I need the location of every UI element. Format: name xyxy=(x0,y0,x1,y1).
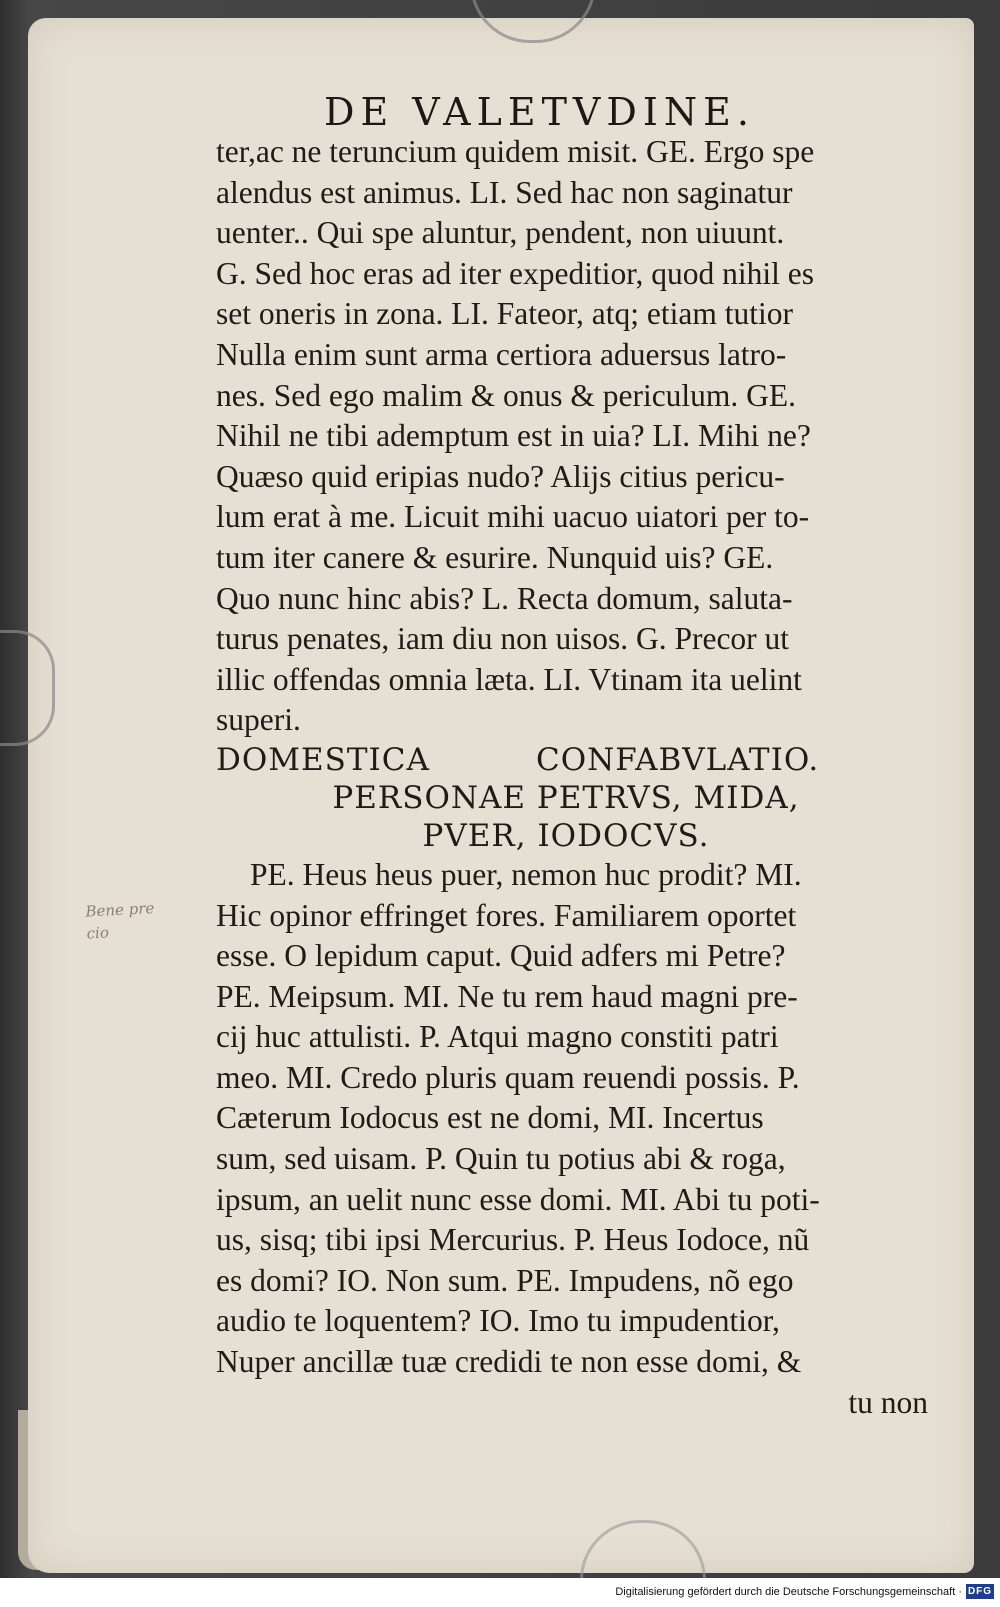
heading-right: CONFABVLATIO. xyxy=(536,741,820,778)
heading-personae-cont: PVER, IODOCVS. xyxy=(422,817,710,854)
dfg-logo-icon: DFG xyxy=(967,1586,993,1597)
dialogue-line: cij huc attulisti. P. Atqui magno constiti patri xyxy=(216,1019,779,1055)
dialogue-line: ipsum, an uelit nunc esse domi. MI. Abi tu poti- xyxy=(216,1181,820,1217)
funding-credit: Digitalisierung gefördert durch die Deutsche Forschungsgemeinschaft · xyxy=(615,1586,962,1598)
text-line: nes. Sed ego malim & onus & periculum. GE. xyxy=(216,377,797,413)
text-line: ter,ac ne teruncium quidem misit. GE. Ergo spe xyxy=(216,134,815,169)
text-line: G. Sed hoc eras ad iter expeditior, quod nihil es xyxy=(216,255,814,291)
dialogue-line: Nuper ancillæ tuæ credidi te non esse domi, & xyxy=(216,1344,802,1380)
heading-personae: PERSONAE PETRVS, MIDA, xyxy=(332,779,800,816)
text-line: Nihil ne tibi ademptum est in uia? LI. Mihi ne? xyxy=(216,418,811,454)
margin-note-line: cio xyxy=(86,923,110,943)
running-head: DE VALETVDINE. xyxy=(324,90,755,134)
margin-note-line: Bene pre xyxy=(85,899,155,921)
dialogue-line: Cæterum Iodocus est ne domi, MI. Incertus xyxy=(216,1100,764,1136)
dialogue-line: es domi? IO. Non sum. PE. Impudens, nõ ego xyxy=(216,1262,794,1298)
dialogue-line: us, sisq; tibi ipsi Mercurius. P. Heus Iodoce, nũ xyxy=(216,1222,810,1258)
dialogue-line: audio te loquentem? IO. Imo tu impudentior, xyxy=(216,1303,780,1339)
dialogue-line: PE. Meipsum. MI. Ne tu rem haud magni pre- xyxy=(216,978,798,1014)
heading-left: DOMESTICA xyxy=(216,741,430,778)
dialogue-line: esse. O lepidum caput. Quid adfers mi Petre? xyxy=(216,938,786,974)
text-line: Quo nunc hinc abis? L. Recta domum, saluta- xyxy=(216,580,793,616)
dialogue-line: sum, sed uisam. P. Quin tu potius abi & roga, xyxy=(216,1141,786,1177)
clip-left-icon xyxy=(0,630,55,746)
text-line: lum erat à me. Licuit mihi uacuo uiatori per to- xyxy=(216,499,810,535)
text-line: tum iter canere & esurire. Nunquid uis? GE. xyxy=(216,539,774,575)
text-line: turus penates, iam diu non uisos. G. Precor ut xyxy=(216,621,790,657)
text-line: alendus est animus. LI. Sed hac non saginatur xyxy=(216,174,793,210)
text-line: uenter.. Qui spe aluntur, pendent, non uiuunt. xyxy=(216,215,785,251)
dialogue-line: Hic opinor effringet fores. Familiarem oportet xyxy=(216,897,797,933)
section-heading xyxy=(216,741,946,779)
text-line: Nulla enim sunt arma certiora aduersus latro- xyxy=(216,336,787,372)
text-line: set oneris in zona. LI. Fateor, atq; etiam tutior xyxy=(216,296,793,332)
footer-bar xyxy=(0,1578,1000,1607)
text-line: superi. xyxy=(216,702,301,738)
text-line: illic offendas omnia læta. LI. Vtinam ita uelint xyxy=(216,661,802,697)
catchword: tu non xyxy=(848,1384,928,1420)
book-page xyxy=(28,18,974,1573)
text-line: Quæso quid eripias nudo? Alijs citius pericu- xyxy=(216,458,785,494)
dialogue-line: PE. Heus heus puer, nemon huc prodit? MI. xyxy=(250,856,802,892)
text-block xyxy=(216,132,946,1423)
handwritten-margin-note xyxy=(85,895,187,944)
dialogue-line: meo. MI. Credo pluris quam reuendi possis. P. xyxy=(216,1059,800,1095)
